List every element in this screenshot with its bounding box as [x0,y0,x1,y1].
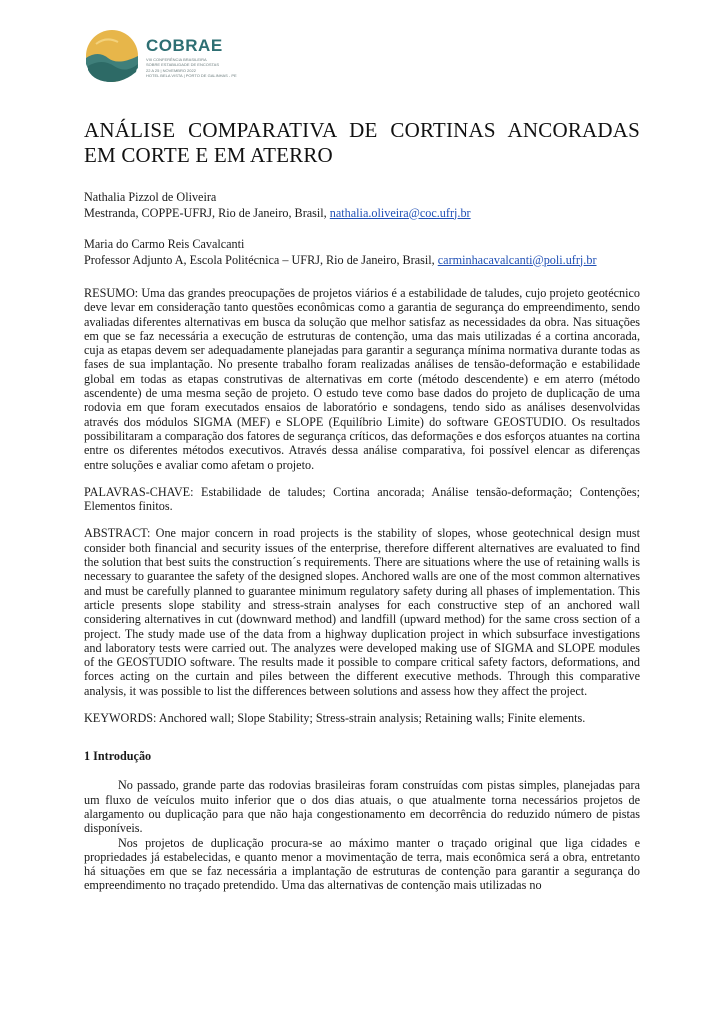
palavras-chave: PALAVRAS-CHAVE: Estabilidade de taludes; Cortina ancorada; Análise tensão-deformação; Contenções; Elementos finitos. [84,484,640,514]
logo-line: 22 A 25 | NOVEMBRO 2022 [146,67,196,73]
author-name: Maria do Carmo Reis Cavalcanti [84,237,245,251]
author-block [84,237,640,268]
affiliation-text: Professor Adjunto A, Escola Politécnica – UFRJ, Rio de Janeiro, Brasil, [84,252,438,267]
paper-content [84,118,640,893]
author-affiliation [84,253,640,269]
body-paragraph: Nos projetos de duplicação procura-se ao máximo manter o traçado original que liga cidades e propriedades já estabelecidas, e quanto menor a movimentação de terra, mais econômica será a obra, entretanto há situações em que se faz necessária a implantação de estruturas de contenção para garantir a segurança do empreendimento no traçado pretendido. Uma das alternativas de contenção mais utilizadas no [84,835,640,893]
conference-logo-icon [84,28,140,84]
affiliation-text: Mestranda, COPPE-UFRJ, Rio de Janeiro, Brasil, [84,205,330,220]
logo-line: HOTEL BELA VISTA | PORTO DE GALINHAS - PE [146,73,237,79]
author-email-link[interactable]: carminhacavalcanti@poli.ufrj.br [437,252,597,267]
paper-title: ANÁLISE COMPARATIVA DE CORTINAS ANCORADAS EM CORTE E EM ATERRO [84,118,640,167]
keywords: KEYWORDS: Anchored wall; Slope Stability; Stress-strain analysis; Retaining walls; Finite elements. [84,711,586,726]
author-email-link[interactable]: nathalia.oliveira@coc.ufrj.br [329,205,471,220]
author-name: Nathalia Pizzol de Oliveira [84,190,217,204]
section-heading: 1 Introdução [84,749,152,764]
logo-wordmark: COBRAE [146,36,223,55]
author-affiliation [84,206,640,222]
logo-line: VIII CONFERÊNCIA BRASILEIRA [146,57,207,62]
abstract-paragraph: ABSTRACT: One major concern in road projects is the stability of slopes, whose geotechnical design must consider both financial and security issues of the enterprise, therefore different alternatives are evaluated to find the solution that best suits the construction´s requirements. There are situations where the use of retaining walls is necessary to guarantee the safety of the designed slopes. Anchored walls are one of the most common alternatives and must be carefully planned to guarantee minimum regulatory safety during all phases of implementation. This article presents slope stability and stress-strain analyses for each constructive step of an anchored wall considering alternatives in cut (downward method) and landfill (upward method) for the same cross section of a project. The study made use of the data from a highway duplication project in which subsurface investigations and laboratory tests were carried out. The analyzes were developed making use of SIGMA and SLOPE modules of the GEOSTUDIO software. The results made it possible to compare critical safety factors, deformations, and forces acting on the curtain and piles between the different executive methods. Through this comparative analysis, it was possible to list the differences between solutions and assess how they affect the project. [84,526,640,698]
logo-line: SOBRE ESTABILIDADE DE ENCOSTAS [146,62,219,68]
author-block [84,190,640,221]
body-paragraph: No passado, grande parte das rodovias brasileiras foram construídas com pistas simples, planejadas para um fluxo de veículos muito inferior que o dos dias atuais, o que atualmente torna necessários projetos de alargamento ou duplicação para que não haja congestionamento em decorrência do reduzido número de pistas disponíveis. [84,778,640,836]
conference-logo [84,28,284,88]
resumo-paragraph: RESUMO: Uma das grandes preocupações de projetos viários é a estabilidade de taludes, cujo projeto geotécnico deve levar em consideração tanto questões econômicas como a garantia de segurança do empreendimento, sendo avaliadas diferentes alternativas em busca da solução que melhor satisfaz as necessidades da obra. Nas situações em que se faz necessária a execução de estruturas de contenção, uma das mais utilizadas é a cortina ancorada, cuja as etapas devem ser adequadamente planejadas para garantir a segurança mínima normativa durante todas as fases de sua implantação. No presente trabalho foram realizadas análises de tensão-deformação e estabilidade global em todas as etapas construtivas de alternativas em corte (método descendente) e em aterro (método ascendente) de uma mesma seção de projeto. O estudo teve como base dados do projeto de duplicação de uma rodovia em que foram executados ensaios de laboratório e sondagens, tendo sido as análises desenvolvidas através dos módulos SIGMA (MEF) e SLOPE (Equilíbrio Limite) do software GEOSTUDIO. Os resultados possibilitaram a comparação dos fatores de segurança críticos, das deformações e dos esforços atuantes na cortina entre os diferentes métodos executivos. Através dessa análise comparativa, foi possível elencar as diferenças entre soluções e avaliar como afetam o projeto. [84,286,640,472]
logo-subtitle [146,57,286,79]
